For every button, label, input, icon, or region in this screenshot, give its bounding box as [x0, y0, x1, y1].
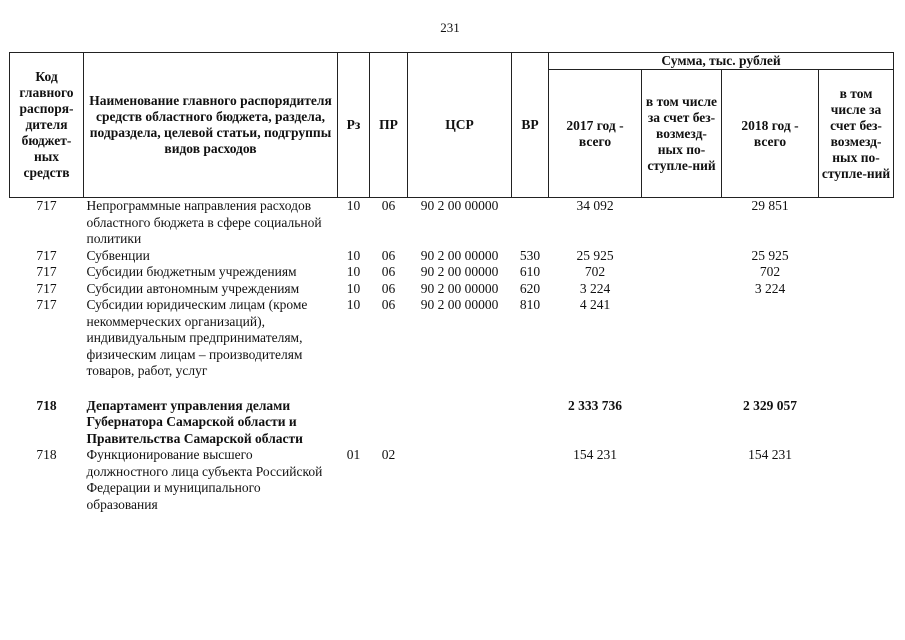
row-pr: 06: [381, 297, 396, 312]
row-pr: 06: [381, 264, 396, 279]
row-rz: 10: [346, 198, 361, 213]
row-2018-total: 29 851: [751, 198, 789, 213]
row-code: 717: [36, 264, 57, 279]
row-vr: 810: [519, 297, 541, 312]
row-2018-total: 25 925: [751, 247, 789, 263]
row-2018-free: [819, 398, 894, 448]
header-2018-free: в том числе за счет без-возмезд-ных по-ступле-ний: [819, 70, 894, 198]
row-2018-total: 3 224: [754, 280, 786, 296]
row-2017-total: 25 925: [576, 247, 614, 263]
row-csr: [408, 398, 512, 448]
row-pr: 02: [381, 447, 396, 462]
row-2017-total: 3 224: [579, 280, 611, 296]
row-2017-total: 4 241: [579, 297, 611, 312]
header-csr: ЦСР: [408, 53, 512, 198]
row-2018-total: [722, 297, 819, 380]
row-code: 717: [36, 247, 57, 263]
row-vr: 620: [519, 280, 541, 296]
row-name: Субсидии бюджетным учреждениям: [86, 264, 297, 279]
row-2017-free: [642, 398, 722, 448]
table-row: [10, 297, 894, 380]
row-2017-free: [642, 264, 722, 281]
row-2018-free: [819, 447, 894, 513]
header-rz: Рз: [338, 53, 370, 198]
row-pr: 06: [381, 198, 396, 213]
row-rz: 10: [346, 264, 361, 279]
row-2017-total: 702: [584, 264, 606, 279]
row-2018-total: 154 231: [748, 447, 792, 462]
table-body: [10, 198, 894, 514]
row-2017-free: [642, 198, 722, 248]
row-vr: [512, 447, 549, 513]
row-code: 717: [36, 297, 57, 312]
row-rz: 10: [346, 247, 361, 263]
table-row: [10, 281, 894, 298]
row-2018-free: [819, 264, 894, 281]
row-2017-total: 154 231: [573, 447, 617, 462]
table-row: [10, 264, 894, 281]
row-csr: 90 2 00 00000: [420, 247, 499, 263]
table-row: [10, 398, 894, 448]
row-csr: [408, 447, 512, 513]
header-code: Код главного распоря-дителя бюджет-ных средств: [10, 53, 84, 198]
row-rz: 10: [346, 280, 361, 296]
row-vr: 530: [519, 247, 541, 263]
row-2018-free: [819, 297, 894, 380]
spacer-row: [10, 380, 894, 398]
row-rz: [338, 398, 370, 448]
row-code: 718: [36, 397, 57, 413]
budget-table: [9, 52, 894, 513]
row-pr: 06: [381, 247, 396, 263]
table-row: [10, 198, 894, 248]
table-header: [10, 53, 894, 198]
row-2018-free: [819, 248, 894, 265]
row-rz: 01: [346, 447, 361, 462]
header-name: Наименование главного распорядителя средств областного бюджета, раздела, подраздела, целевой статьи, подгруппы видов расходов: [84, 53, 338, 198]
row-name: Субвенции: [86, 247, 150, 263]
header-pr: ПР: [370, 53, 408, 198]
row-pr: [370, 398, 408, 448]
header-2018-total: 2018 год - всего: [722, 70, 819, 198]
header-2017-total: 2017 год - всего: [549, 70, 642, 198]
row-rz: 10: [346, 297, 361, 312]
row-2017-free: [642, 297, 722, 380]
row-2017-free: [642, 281, 722, 298]
row-name: Субсидии автономным учреждениям: [86, 280, 300, 296]
row-2017-free: [642, 248, 722, 265]
row-code: 717: [36, 280, 57, 296]
row-csr: 90 2 00 00000: [420, 297, 499, 312]
row-vr: [512, 198, 549, 248]
row-csr: 90 2 00 00000: [420, 280, 499, 296]
row-vr: [512, 398, 549, 448]
row-code: 718: [36, 447, 57, 462]
table-row: [10, 447, 894, 513]
page-number: 231: [440, 20, 460, 35]
row-csr: 90 2 00 00000: [420, 198, 499, 213]
row-pr: 06: [381, 280, 396, 296]
row-name: Департамент управления делами Губернатора Самарской области и Правительства Самарской области: [86, 397, 303, 446]
row-2017-total: 2 333 736: [568, 397, 622, 413]
header-vr: ВР: [512, 53, 549, 198]
row-2017-free: [642, 447, 722, 513]
row-2018-free: [819, 281, 894, 298]
row-name: Непрограммные направления расходов областного бюджета в сфере социальной политики: [86, 198, 322, 246]
row-2018-total: 702: [759, 264, 781, 279]
row-2018-total: 2 329 057: [743, 397, 797, 413]
row-2017-total: 34 092: [576, 198, 614, 213]
row-name: Функционирование высшего должностного лица субъекта Российской Федерации и муниципального образования: [86, 447, 323, 512]
row-vr: 610: [519, 264, 541, 279]
row-csr: 90 2 00 00000: [420, 264, 499, 279]
header-sum: Сумма, тыс. рублей: [549, 53, 894, 70]
row-name: Субсидии юридическим лицам (кроме некоммерческих организаций), индивидуальным предпринимателям, физическим лицам – производителям товаров, работ, услуг: [86, 297, 308, 378]
row-code: 717: [36, 198, 57, 213]
header-2017-free: в том числе за счет без-возмезд-ных по-ступле-ний: [642, 70, 722, 198]
table-row: [10, 248, 894, 265]
row-2018-free: [819, 198, 894, 248]
